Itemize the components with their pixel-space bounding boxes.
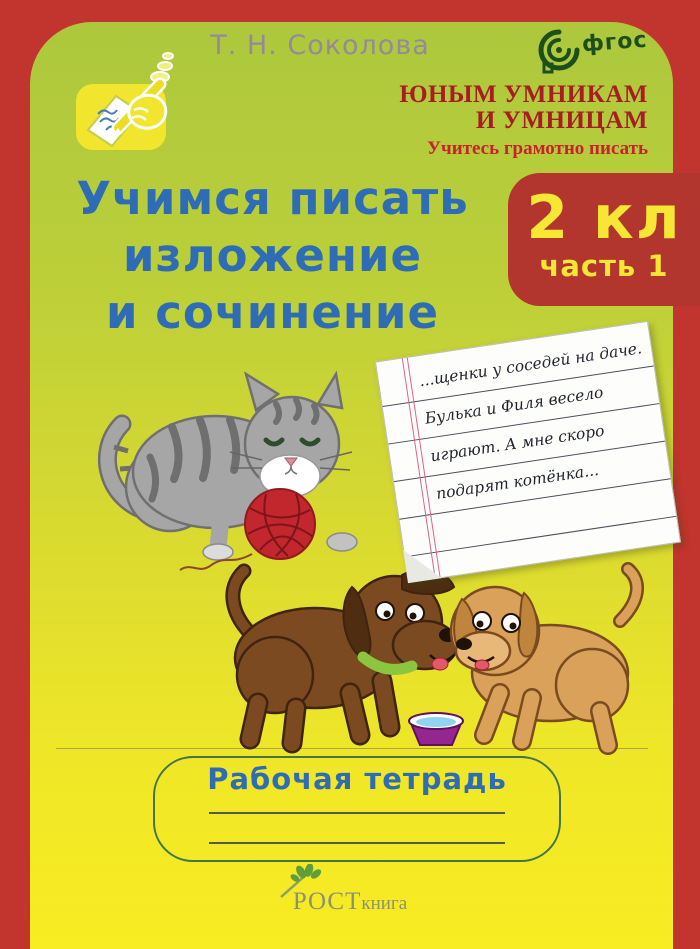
publisher-rest: книга (361, 893, 408, 914)
fgos-label: фгос (581, 27, 649, 58)
title-line3: и сочинение (106, 286, 439, 339)
workbook-box (153, 756, 561, 862)
kitten-illustration (80, 352, 380, 574)
author-name: Т. Н. Соколова (210, 30, 430, 61)
note-line3: играют. А мне скоро (429, 421, 606, 466)
note-line2: Булька и Филя весело (423, 383, 605, 428)
series-block (399, 82, 648, 160)
book-title (30, 170, 515, 341)
fgos-swirl-icon (536, 26, 582, 78)
publisher-caps: РОСТ (292, 888, 362, 915)
note-line1: ...щенки у соседей на даче. (418, 339, 643, 391)
grade-label: 2 кл (526, 183, 682, 253)
note-line4: подарят котёнка... (434, 460, 600, 503)
publisher-logo (0, 888, 700, 916)
sprout-icon (279, 864, 323, 898)
name-line-1 (209, 812, 505, 814)
notebook-sheet (375, 321, 681, 583)
series-line2: И УМНИЦАМ (475, 107, 648, 134)
name-line-2 (209, 842, 505, 844)
title-line2: изложение (123, 229, 422, 282)
series-line1: ЮНЫМ УМНИКАМ (399, 81, 648, 108)
workbook-label: Рабочая тетрадь (207, 762, 507, 796)
series-tagline: Учитесь грамотно писать (427, 138, 648, 159)
part-label: часть 1 (539, 249, 669, 283)
fgos-logo (536, 26, 656, 86)
title-line1: Учимся писать (76, 172, 469, 225)
grade-badge (508, 173, 700, 306)
